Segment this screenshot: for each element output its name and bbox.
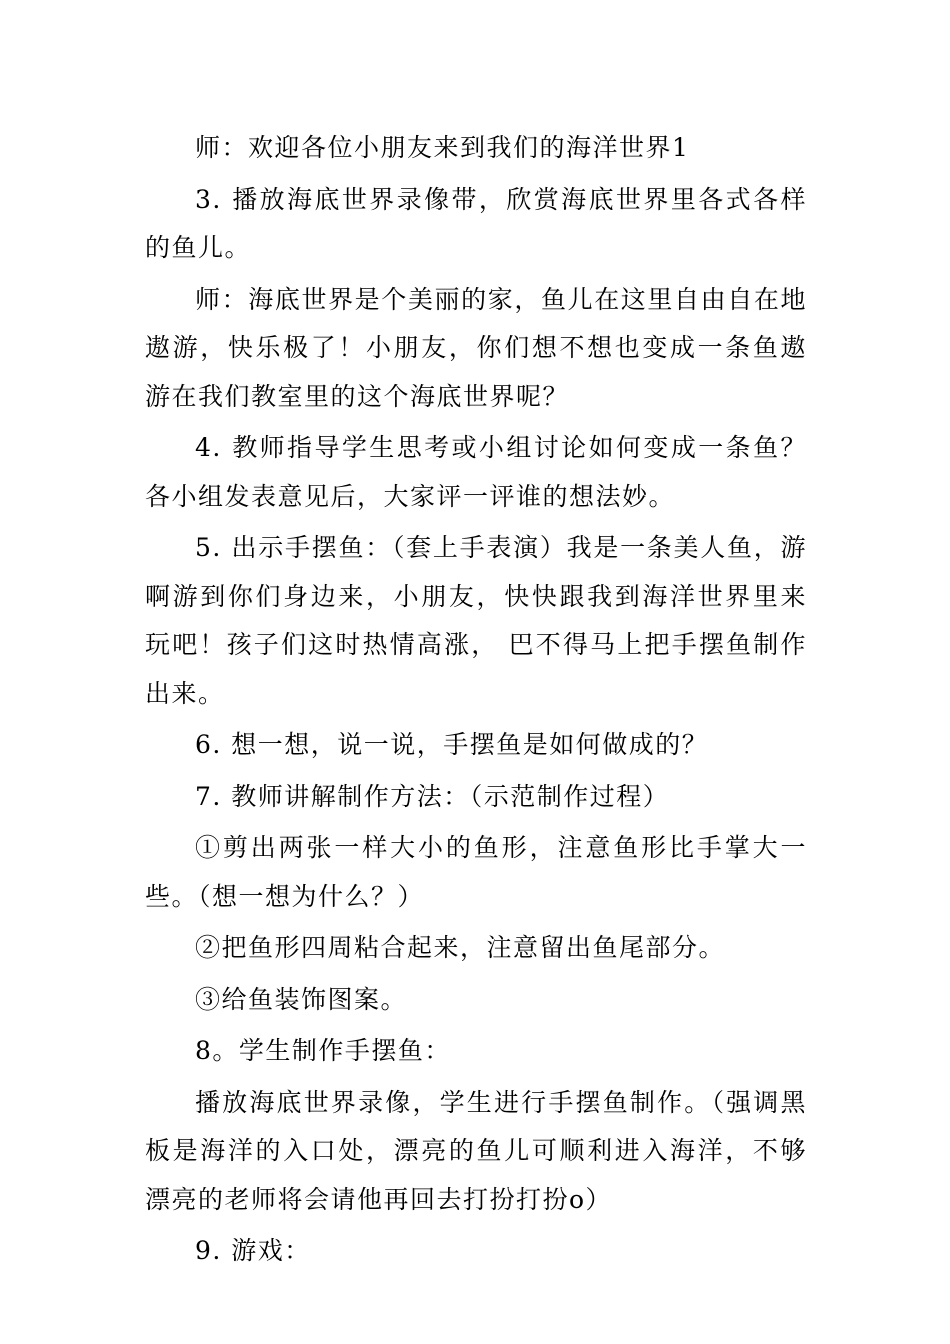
paragraph-step-8: 8。学生制作手摆鱼： [195,1036,451,1065]
document-body [145,124,807,1276]
paragraph-step-7: 7. 教师讲解制作方法：（示范制作过程） [195,781,670,811]
paragraph-teacher-ocean: 师：海底世界是个美丽的家，鱼儿在这里自由自在地遨游，快乐极了！小朋友，你们想不想也变成一条鱼遨游在我们教室里的这个海底世界呢？ [145,284,807,411]
paragraph-step-3: 3. 播放海底世界录像带，欣赏海底世界里各式各样的鱼儿。 [145,184,807,262]
paragraph-step-4: 4. 教师指导学生思考或小组讨论如何变成一条鱼？各小组发表意见后，大家评一评谁的想法妙。 [145,433,807,511]
paragraph-step-5: 5. 出示手摆鱼：（套上手表演）我是一条美人鱼，游啊游到你们身边来，小朋友，快快跟我到海洋世界里来玩吧！孩子们这时热情高涨， 巴不得马上把手摆鱼制作出来。 [145,533,807,708]
paragraph-step-9: 9. 游戏： [195,1236,311,1265]
paragraph-method-2: ②把鱼形四周粘合起来，注意留出鱼尾部分。 [195,933,726,962]
paragraph-teacher-welcome: 师：欢迎各位小朋友来到我们的海洋世界1 [195,133,690,162]
paragraph-video-making: 播放海底世界录像，学生进行手摆鱼制作。（强调黑板是海洋的入口处，漂亮的鱼儿可顺利进入海洋，不够漂亮的老师将会请他再回去打扮打扮o） [145,1087,807,1214]
paragraph-step-6: 6. 想一想，说一说，手摆鱼是如何做成的？ [195,730,709,759]
paragraph-method-3: ③给鱼装饰图案。 [195,984,408,1014]
paragraph-method-1: ①剪出两张一样大小的鱼形，注意鱼形比手掌大一些。（想一想为什么？） [145,833,807,911]
